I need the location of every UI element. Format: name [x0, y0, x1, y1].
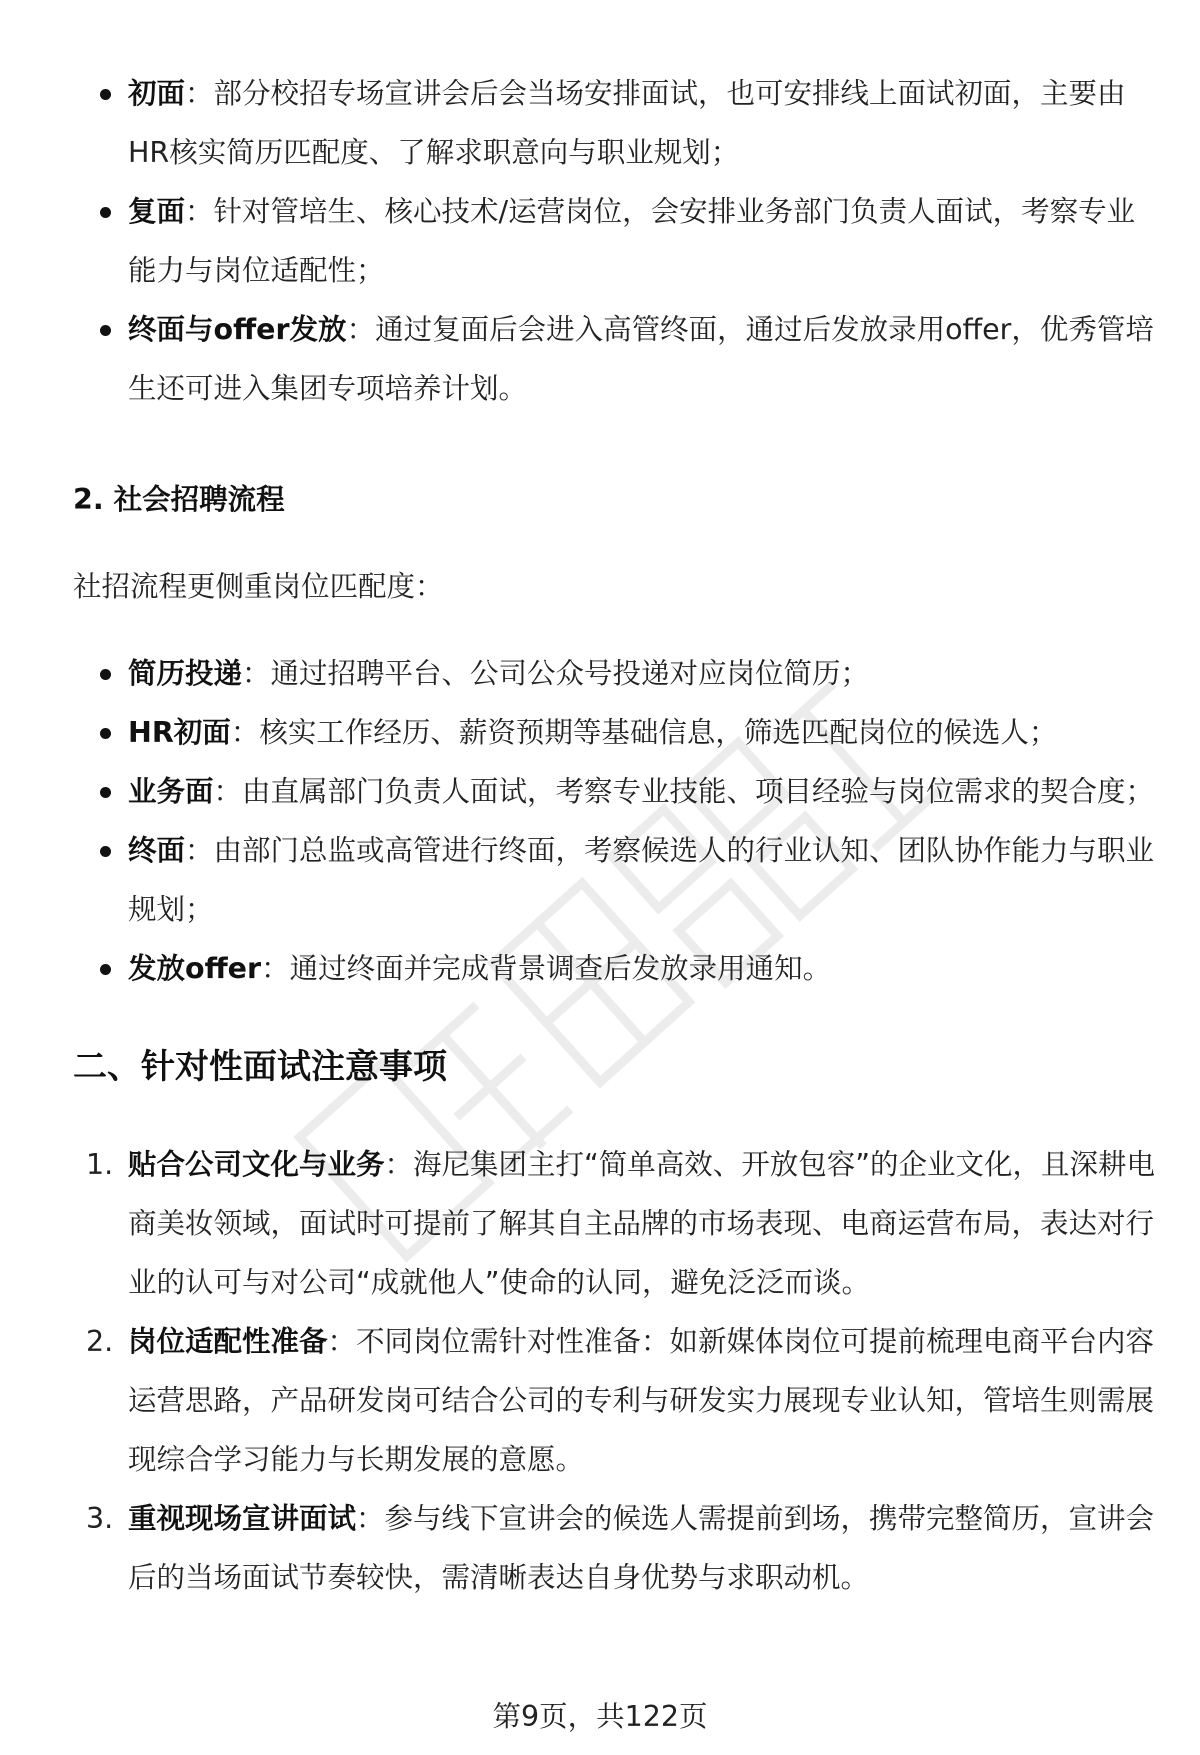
list-item [73, 939, 1163, 998]
page-number: 第9页，共122页 [492, 1700, 708, 1733]
item-text: ：不同岗位需针对性准备：如新媒体岗位可提前梳理电商平台内容运营思路，产品研发岗可结合公司的专利与研发实力展现专业认知，管培生则需展现综合学习能力与长期发展的意愿。 [128, 1325, 1155, 1476]
list-item [73, 703, 1163, 762]
step-text: ：通过复面后会进入高管终面，通过后发放录用offer，优秀管培生还可进入集团专项培养计划。 [128, 313, 1154, 405]
item-term: 重视现场宣讲面试 [128, 1502, 357, 1535]
list-item [73, 1135, 1163, 1312]
section-heading: 二、针对性面试注意事项 [73, 1047, 447, 1087]
step-term: 发放offer [128, 952, 262, 985]
step-text: ：通过招聘平台、公司公众号投递对应岗位简历； [242, 657, 870, 690]
item-term: 贴合公司文化与业务 [128, 1148, 385, 1181]
list-item [73, 64, 1163, 182]
step-term: 业务面 [128, 775, 214, 808]
step-term: 终面 [128, 834, 186, 867]
page-content [73, 64, 1163, 1607]
step-term: 终面与offer发放 [128, 313, 347, 346]
campus-steps-list [73, 64, 1163, 418]
list-item [73, 644, 1163, 703]
step-text: ：核实工作经历、薪资预期等基础信息，筛选匹配岗位的候选人； [230, 716, 1058, 749]
list-item [73, 821, 1163, 939]
notes-list [73, 1135, 1163, 1607]
step-text: ：部分校招专场宣讲会后会当场安排面试，也可安排线上面试初面，主要由HR核实简历匹配度、了解求职意向与职业规划； [128, 77, 1126, 169]
step-term: 复面 [128, 195, 186, 228]
list-item [73, 300, 1163, 418]
item-number: 1. [86, 1148, 114, 1181]
social-recruitment-intro: 社招流程更侧重岗位匹配度： [73, 570, 444, 603]
list-item [73, 1312, 1163, 1489]
step-term: 简历投递 [128, 657, 243, 690]
step-term: HR初面 [128, 716, 231, 749]
step-text: ：由部门总监或高管进行终面，考察候选人的行业认知、团队协作能力与职业规划； [128, 834, 1155, 926]
item-term: 岗位适配性准备 [128, 1325, 328, 1358]
list-item [73, 762, 1163, 821]
item-number: 3. [86, 1502, 114, 1535]
step-text: ：针对管培生、核心技术/运营岗位，会安排业务部门负责人面试，考察专业能力与岗位适配性； [128, 195, 1136, 287]
step-term: 初面 [128, 77, 186, 110]
item-number: 2. [86, 1325, 114, 1358]
list-item [73, 1489, 1163, 1607]
social-steps-list [73, 644, 1163, 998]
step-text: ：通过终面并完成背景调查后发放录用通知。 [261, 952, 832, 985]
social-recruitment-heading: 2. 社会招聘流程 [73, 483, 285, 516]
item-text: ：参与线下宣讲会的候选人需提前到场，携带完整简历，宣讲会后的当场面试节奏较快，需清晰表达自身优势与求职动机。 [128, 1502, 1155, 1594]
item-text: ：海尼集团主打“简单高效、开放包容”的企业文化，且深耕电商美妆领域，面试时可提前了解其自主品牌的市场表现、电商运营布局，表达对行业的认可与对公司“成就他人”使命的认同，避免泛泛而谈。 [128, 1148, 1156, 1299]
step-text: ：由直属部门负责人面试，考察专业技能、项目经验与岗位需求的契合度； [213, 775, 1155, 808]
list-item [73, 182, 1163, 300]
